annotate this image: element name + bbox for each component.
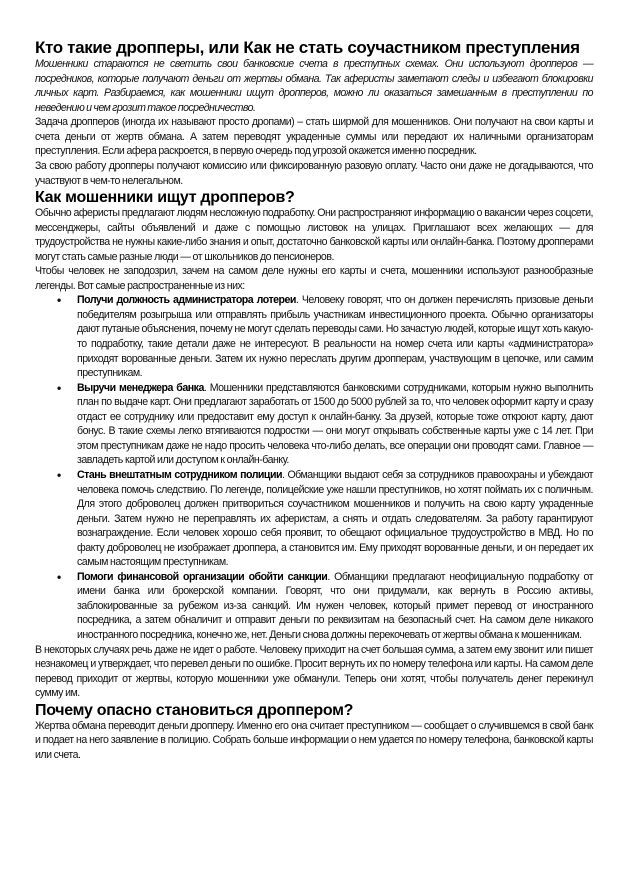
- intro-paragraph: За свою работу дропперы получают комиссию или фиксированную разовую оплату. Часто они даже не догадываются, что участвуют в чем-то нелегальном.: [35, 160, 593, 187]
- document-page: [35, 38, 593, 762]
- legend-text: . Обманщики предлагают неофициальную подработку от имени банка или брокерской компании. Говорят, что они придумали, как вернуть в Россию активы, заблокированные за рубежом из-за санкций. Им нужен человек, который примет перевод от иностранного посредника, а затем обналичит и отправит деньги по реквизитам на безопасный счет. На самом деле никакого иностранного посредника, конечно же, нет. Деньги снова должны перекочевать от жертвы обмана к мошенникам.: [77, 570, 593, 641]
- legend-title: Стань внештатным сотрудником полиции: [77, 468, 282, 481]
- legends-list: [35, 293, 593, 642]
- section2-paragraph: Жертва обмана переводит деньги дропперу. Именно его она считает преступником — сообщает о случившемся в свой банк и подает на него заявление в полицию. Собрать больше информации о нем удается по номеру телефона, банковской карты или счета.: [35, 719, 593, 761]
- section1-paragraph: Чтобы человек не заподозрил, зачем на самом деле нужны его карты и счета, мошенники используют разнообразные легенды. Вот самые распространенные из них:: [35, 265, 593, 292]
- legend-title: Выручи менеджера банка: [77, 381, 204, 394]
- lead-paragraph: Мошенники стараются не светить свои банковские счета в преступных схемах. Они используют дропперов — посредников, которые получают деньги от жертвы обмана. Так аферисты заметают следы и избегают блокировки личных карт. Разбираемся, как мошенники ищут дропперов, можно ли оказаться замешанным в преступлении по неведению и чем грозит такое посредничество.: [35, 58, 593, 114]
- intro-paragraph: Задача дропперов (иногда их называют просто дропами) – стать ширмой для мошенников. Они получают на свои карты и счета деньги от жертв обмана. А затем переводят украденные суммы или передают их наличными организаторам преступления. Если афера раскроется, в первую очередь под угрозой окажется именно посредник.: [35, 116, 593, 158]
- legend-text: . Человеку говорят, что он должен перечислять призовые деньги победителям розыгрыша или отправлять прибыль участникам инвестиционного проекта. Обычно организаторы дают путаные объяснения, почему не могут сделать переводы сами. Но зачастую людей, которые ищут хоть какую-то подработку, такие детали даже не интересуют. В реальности на номер счета или карты «администратора» приходят ворованные деньги. Затем их нужно переслать другим дропперам, участвующим в цепочке, или самим преступникам.: [77, 294, 593, 380]
- legend-item-sanctions: [35, 570, 593, 643]
- legend-title: Получи должность администратора лотереи: [77, 294, 296, 307]
- bullet-icon: •: [57, 293, 61, 308]
- legend-text: . Обманщики выдают себя за сотрудников правоохраны и убеждают человека помочь следствию. По легенде, полицейские уже нашли преступников, но хотят поймать их с поличным. Для этого доброволец должен притвориться соучастником мошенников и получить на свою карту украденные деньги. Затем нужно не переправлять их аферистам, а снять и отдать следователям. За работу гарантируют вознаграждение. Если человек хорошо себя проявит, то обещают официальное трудоустройство в МВД. Но по факту доброволец не изображает дроппера, а становится им. Ему приходят ворованные деньги, и он передает их самым настоящим преступникам.: [77, 468, 594, 569]
- legend-title: Помоги финансовой организации обойти санкции: [77, 570, 328, 583]
- section-heading-why-dangerous: Почему опасно становиться дроппером?: [35, 701, 354, 719]
- bullet-icon: •: [57, 467, 61, 482]
- legend-text: . Мошенники представляются банковскими сотрудниками, которым нужно выполнить план по выдаче карт. Они предлагают заработать от 1500 до 5000 рублей за то, что человек оформит карту и сразу отдаст ее сотруднику или предоставит ему доступ к онлайн-банку. За друзей, которые тоже откроют карту, дают бонус. В такие схемы легко втягиваются подростки — они могут открывать собственные карты уже с 14 лет. При этом преступникам даже не надо просить человека что-либо делать, все операции они проводят сами. Главное — завладеть картой или доступом к онлайн-банку.: [77, 381, 593, 467]
- legend-item-bank-manager: [35, 381, 593, 468]
- legend-item-police-volunteer: [35, 468, 593, 570]
- section1-closing-paragraph: В некоторых случаях речь даже не идет о работе. Человеку приходит на счет большая сумма, а затем ему звонит или пишет незнакомец и утверждает, что перевел деньги по ошибке. Просит вернуть их по номеру телефона или карты. На самом деле перевод приходит от жертвы, которую мошенники уже обманули. Теперь они хотят, чтобы получатель денег перекинул сумму им.: [35, 643, 593, 700]
- legend-item-lottery-admin: [35, 293, 593, 380]
- bullet-icon: •: [57, 569, 61, 584]
- document-title: Кто такие дропперы, или Как не стать соучастником преступления: [35, 38, 580, 57]
- section-heading-how-they-find: Как мошенники ищут дропперов?: [35, 189, 295, 207]
- bullet-icon: •: [57, 380, 61, 395]
- section1-paragraph: Обычно аферисты предлагают людям несложную подработку. Они распространяют информацию о вакансии через соцсети, мессенджеры, сайты объявлений и даже с помощью листовок на улицах. Приглашают всех желающих — для трудоустройства не нужны какие-либо знания и опыт, достаточно банковской карты или онлайн-банка. Поэтому дропперами могут стать самые разные люди — от школьников до пенсионеров.: [35, 207, 593, 263]
